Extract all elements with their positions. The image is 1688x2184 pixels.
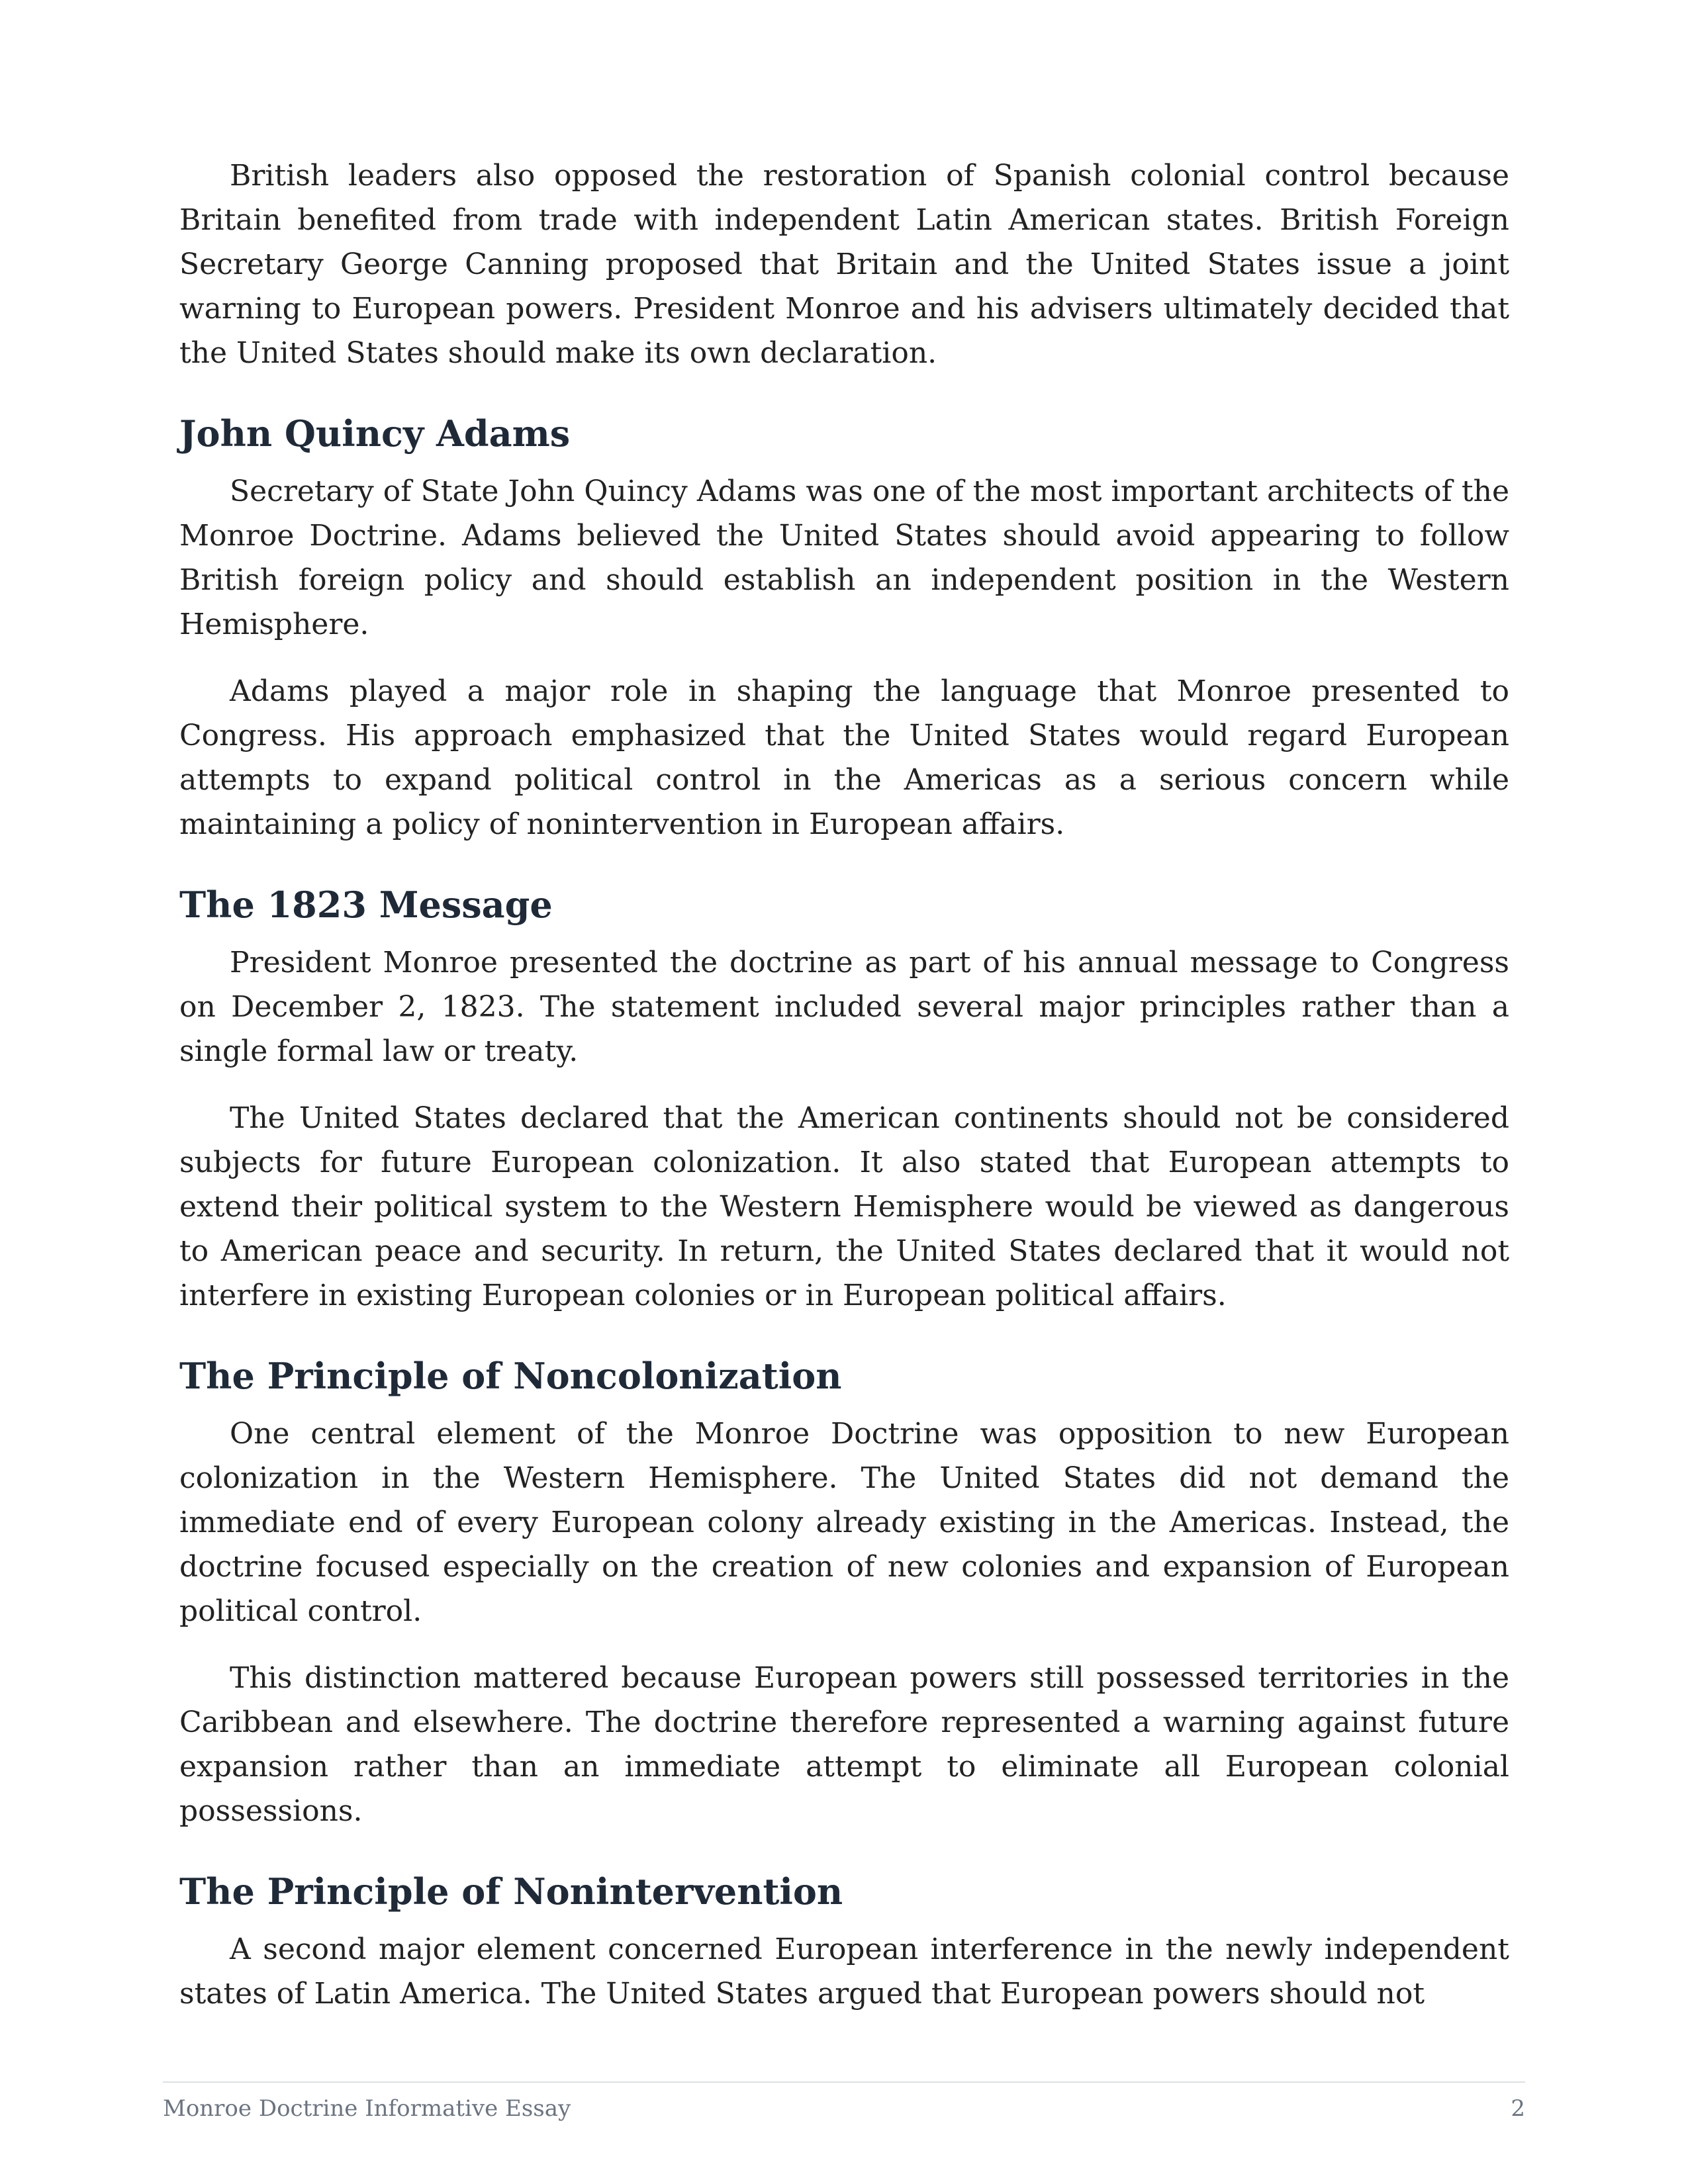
paragraph-british-leaders: British leaders also opposed the restoration of Spanish colonial control because Britain benefited from trade with independent Latin American states. British Foreign Secretary George Canning proposed that Britain and the United States issue a joint warning to European powers. President Monroe and his advisers ultimately decided that the United States should make its own declaration. <box>179 159 1509 370</box>
paragraph-adams-role: Adams played a major role in shaping the language that Monroe presented to Congress. His approach emphasized that the United States would regard European attempts to expand political control in the Americas as a serious concern while maintaining a policy of nonintervention in European affairs. <box>179 674 1509 841</box>
paragraph-declaration: The United States declared that the American continents should not be considered subjects for future European colonization. It also stated that European attempts to extend their political system to the Western Hemisphere would be viewed as dangerous to American peace and security. In return, the United States declared that it would not interfere in existing European colonies or in European political affairs. <box>179 1101 1509 1312</box>
paragraph-noncolonization-distinction: This distinction mattered because European powers still possessed territories in the Caribbean and elsewhere. The doctrine therefore represented a warning against future expansion rather than an immediate attempt to eliminate all European colonial possessions. <box>179 1661 1509 1828</box>
page-content <box>179 154 1509 2038</box>
paragraph-adams-architect: Secretary of State John Quincy Adams was one of the most important architects of the Monroe Doctrine. Adams believed the United States should avoid appearing to follow British foreign policy and should establish an independent position in the Western Hemisphere. <box>179 475 1509 641</box>
paragraph-annual-message: President Monroe presented the doctrine as part of his annual message to Congress on December 2, 1823. The statement included several major principles rather than a single formal law or treaty. <box>179 946 1509 1068</box>
heading-nonintervention: The Principle of Nonintervention <box>179 1870 843 1913</box>
paragraph-noncolonization-element: One central element of the Monroe Doctrine was opposition to new European colonization in the Western Hemisphere. The United States did not demand the immediate end of every European colony already existing in the Americas. Instead, the doctrine focused especially on the creation of new colonies and expansion of European political control. <box>179 1417 1509 1628</box>
footer-title: Monroe Doctrine Informative Essay <box>163 2095 571 2122</box>
heading-noncolonization: The Principle of Noncolonization <box>179 1355 842 1397</box>
heading-john-quincy-adams: John Quincy Adams <box>179 412 571 455</box>
footer-divider <box>163 2081 1525 2083</box>
heading-1823-message: The 1823 Message <box>179 884 553 926</box>
paragraph-nonintervention-element: A second major element concerned European interference in the newly independent states of Latin America. The United States argued that European powers should not <box>179 1933 1509 2011</box>
page-number: 2 <box>1511 2095 1525 2122</box>
